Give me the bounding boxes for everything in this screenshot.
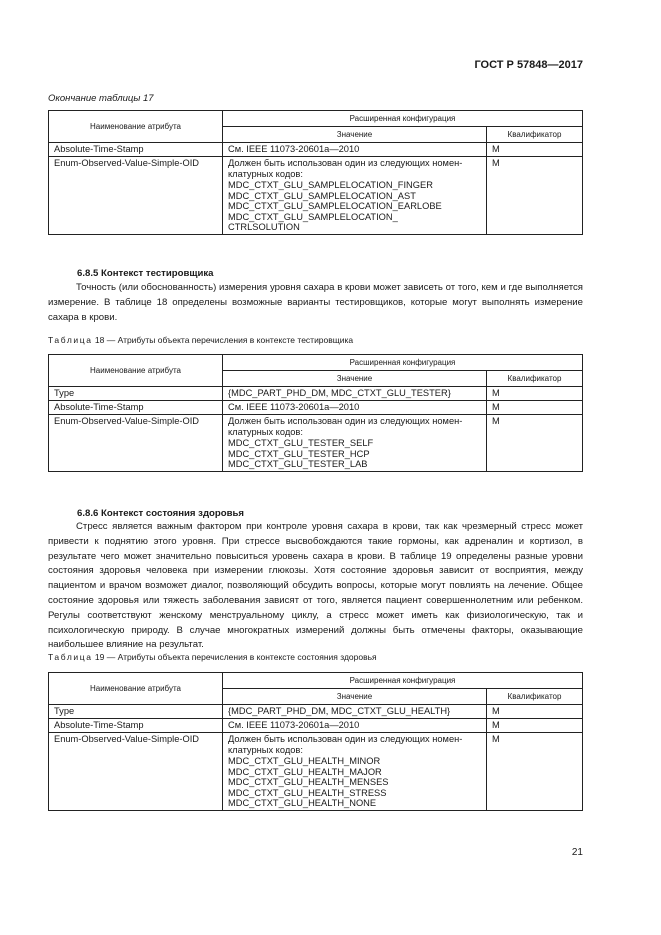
col-header-value: Значение (223, 127, 487, 143)
attr-value-cell (223, 733, 487, 811)
code-item: MDC_CTXT_GLU_TESTER_HCP (228, 448, 370, 459)
code-item: MDC_CTXT_GLU_SAMPLELOCATION_EARLOBE (228, 201, 442, 211)
table-row (49, 415, 583, 472)
document-code: ГОСТ Р 57848—2017 (474, 59, 583, 71)
code-item: MDC_CTXT_GLU_HEALTH_NONE (228, 798, 377, 808)
attr-name: Enum-Observed-Value-Simple-OID (49, 415, 223, 472)
attr-value: См. IEEE 11073-20601a—2010 (223, 401, 487, 415)
table-row (49, 157, 583, 235)
attr-value: Должен быть использован один из следующих номен-клатурных кодов: (228, 734, 463, 755)
section-title: 6.8.5 Контекст тестировщика (77, 268, 214, 279)
code-item: MDC_CTXT_GLU_SAMPLELOCATION_FINGER (228, 180, 433, 190)
code-item: MDC_CTXT_GLU_HEALTH_MINOR (228, 756, 381, 766)
attr-qualifier: M (487, 705, 583, 719)
attr-qualifier: M (487, 415, 583, 472)
table-caption: Таблица 18 — Атрибуты объекта перечисления в контексте тестировщика (48, 335, 354, 345)
code-item: MDC_CTXT_GLU_TESTER_LAB (228, 459, 368, 469)
page-number: 21 (571, 847, 583, 858)
col-header-attr-name: Наименование атрибута (49, 355, 223, 387)
col-header-value: Значение (223, 371, 487, 387)
table-18 (48, 354, 583, 472)
table-row (49, 143, 583, 157)
col-header-qualifier: Квалификатор (487, 689, 583, 705)
table-row (49, 401, 583, 415)
attr-value: Должен быть использован один из следующих номен-клатурных кодов: (228, 416, 463, 437)
table-17 (48, 110, 583, 235)
attr-name: Type (49, 387, 223, 401)
code-item: MDC_CTXT_GLU_HEALTH_MENSES (228, 777, 389, 787)
table-caption: Таблица 19 — Атрибуты объекта перечисления в контексте состояния здоровья (48, 652, 377, 662)
col-header-extended: Расширенная конфигурация (223, 355, 583, 371)
attr-name: Absolute-Time-Stamp (49, 143, 223, 157)
col-header-value: Значение (223, 689, 487, 705)
code-item: CTRLSOLUTION (228, 222, 300, 232)
code-item: MDC_CTXT_GLU_SAMPLELOCATION_ (228, 211, 398, 222)
attr-qualifier: M (487, 157, 583, 235)
attr-name: Absolute-Time-Stamp (49, 401, 223, 415)
attr-value: Должен быть использован один из следующих номен-клатурных кодов: (228, 158, 463, 179)
section-paragraph: Стресс является важным фактором при контроле уровня сахара в крови, так как чрезмерный стресс может привести к поднятию этого уровня. При стрессе высвобождаются такие гормоны, как адреналин и кортизол, в результате чего может значительно повыситься уровень сахара в крови. В таблице 19 определены разные уровни состояния здоровья человека при измерении глюкозы. Хотя состояние здоровья зависит от восприятия, между пациентом и врачом возможет диалог, позволяющий обсудить вопросы, которые могут повлиять на лечение. Общее состояние здоровья или тяжесть заболевания зависят от того, является пациент совершеннолетним или ребенком. Регулы соответствуют женскому менструальному циклу, а стресс может иметь как физиологическую, так и психологическую природу. В случае многократных измерений должны быть отмечены факторы, оказывающие наибольшее влияние на результат. (48, 521, 583, 651)
col-header-attr-name: Наименование атрибута (49, 673, 223, 705)
attr-qualifier: M (487, 401, 583, 415)
attr-qualifier: M (487, 387, 583, 401)
col-header-attr-name: Наименование атрибута (49, 111, 223, 143)
table-19 (48, 672, 583, 811)
attr-qualifier: M (487, 719, 583, 733)
attr-qualifier: M (487, 733, 583, 811)
attr-name: Type (49, 705, 223, 719)
section-title: 6.8.6 Контекст состояния здоровья (77, 508, 245, 519)
attr-value: {MDC_PART_PHD_DM, MDC_CTXT_GLU_HEALTH} (223, 705, 487, 719)
table-row (49, 719, 583, 733)
col-header-qualifier: Квалификатор (487, 127, 583, 143)
attr-value: См. IEEE 11073-20601a—2010 (223, 143, 487, 157)
section-paragraph: Точность (или обоснованность) измерения уровня сахара в крови может зависеть от того, кем и где выполняется измерение. В таблице 18 определены возможные варианты тестировщиков, которые могут выполнять измерение сахара в крови. (48, 282, 583, 323)
col-header-extended: Расширенная конфигурация (223, 673, 583, 689)
table-row (49, 733, 583, 811)
col-header-extended: Расширенная конфигурация (223, 111, 583, 127)
table-row (49, 387, 583, 401)
code-item: MDC_CTXT_GLU_TESTER_SELF (228, 438, 374, 448)
attr-qualifier: M (487, 143, 583, 157)
code-item: MDC_CTXT_GLU_HEALTH_MAJOR (228, 766, 382, 777)
attr-name: Absolute-Time-Stamp (49, 719, 223, 733)
code-item: MDC_CTXT_GLU_SAMPLELOCATION_AST (228, 190, 416, 201)
attr-value: {MDC_PART_PHD_DM, MDC_CTXT_GLU_TESTER} (223, 387, 487, 401)
attr-value-cell (223, 157, 487, 235)
table-continuation-label: Окончание таблицы 17 (48, 93, 154, 104)
attr-name: Enum-Observed-Value-Simple-OID (49, 733, 223, 811)
code-item: MDC_CTXT_GLU_HEALTH_STRESS (228, 787, 387, 798)
attr-value: См. IEEE 11073-20601a—2010 (223, 719, 487, 733)
col-header-qualifier: Квалификатор (487, 371, 583, 387)
table-row (49, 705, 583, 719)
attr-name: Enum-Observed-Value-Simple-OID (49, 157, 223, 235)
attr-value-cell (223, 415, 487, 472)
